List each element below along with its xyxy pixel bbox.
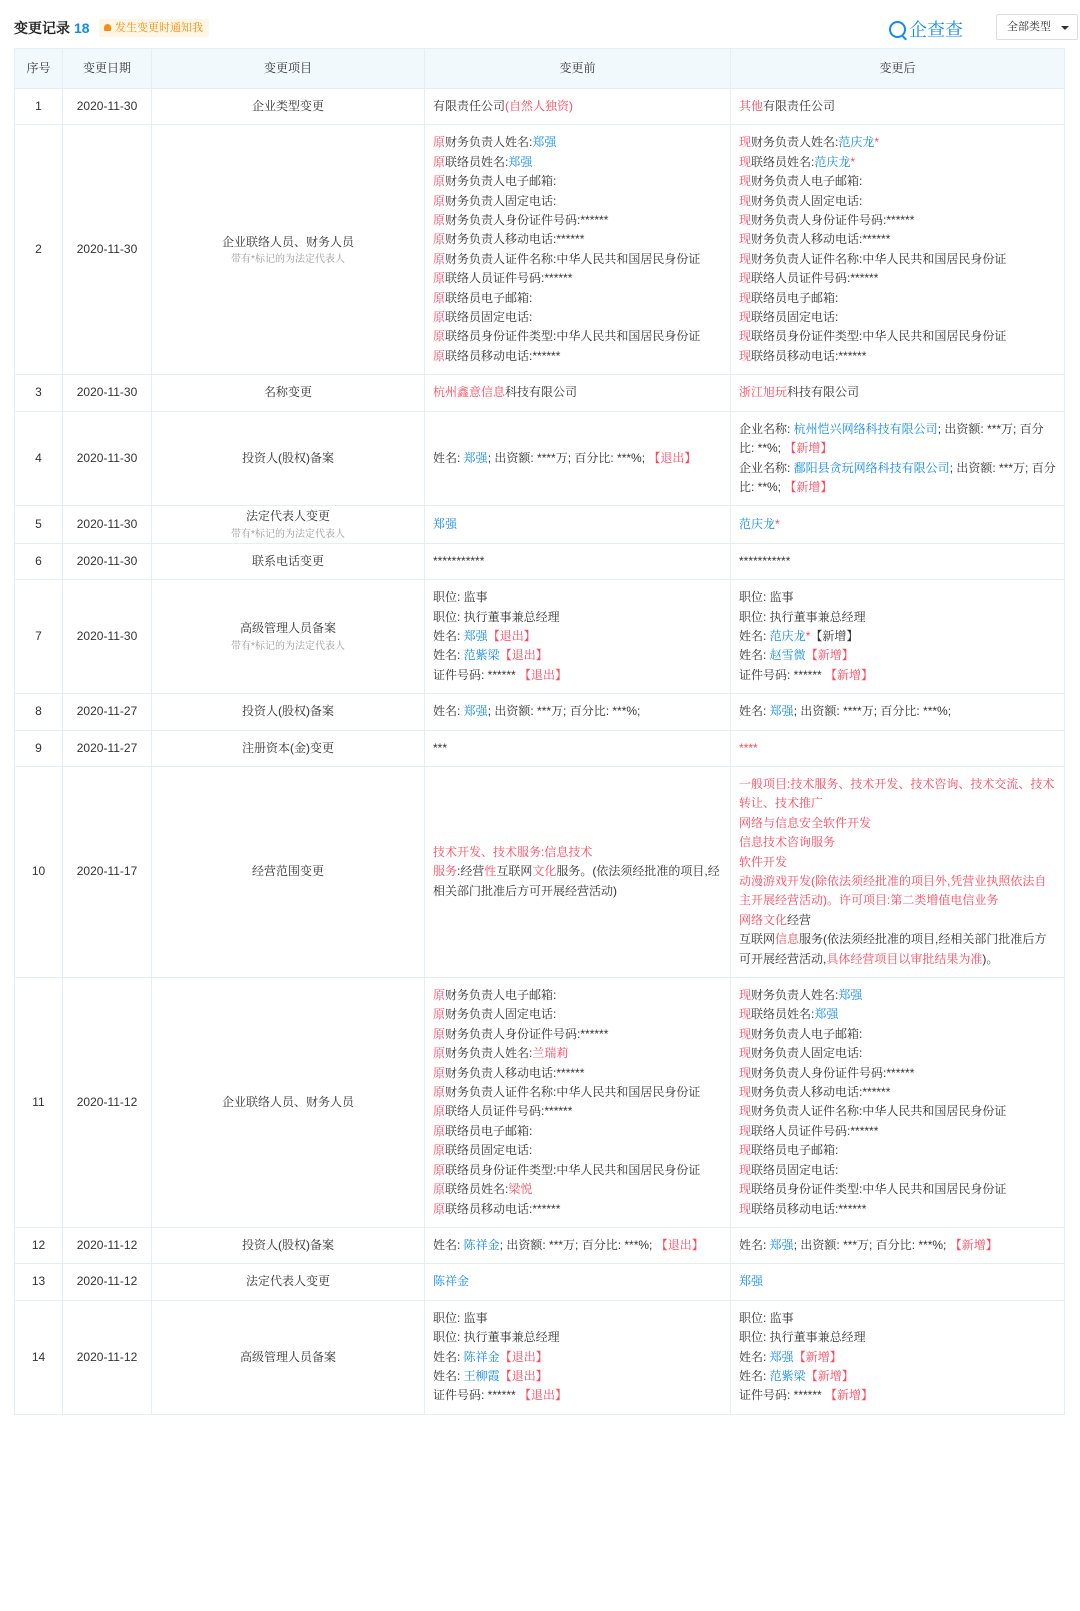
entity-link[interactable]: 范紫梁	[463, 648, 500, 663]
change-date: 2020-11-30	[63, 89, 152, 125]
value-before	[425, 1264, 731, 1300]
row-number: 3	[15, 375, 63, 411]
highlight-text: 【退出】	[499, 648, 548, 663]
highlight-text: 【新增】	[949, 1237, 998, 1252]
legal-rep-note: 带有*标记的为法定代表人	[231, 254, 345, 266]
change-item-label: 投资人(股权)备案	[242, 450, 334, 465]
value-before: 姓名: 郑强; 出资额: ****万; 百分比: ***%; 【退出】	[425, 411, 731, 506]
highlight-text: 现	[739, 1182, 752, 1197]
change-item-label: 投资人(股权)备案	[242, 704, 334, 719]
change-item	[152, 580, 425, 694]
notify-label: 发生变更时通知我	[115, 22, 203, 34]
entity-link[interactable]: 郑强	[463, 704, 488, 719]
change-item	[152, 375, 425, 411]
value-after: 职位: 监事 职位: 执行董事兼总经理 姓名: 郑强【新增】 姓名: 范紫梁【新增】 证件号码: ****** 【新增】	[731, 1300, 1065, 1414]
entity-link[interactable]: 郑强	[769, 704, 794, 719]
table-row	[15, 730, 1065, 766]
entity-link[interactable]: 鄱阳县贪玩网络科技有限公司	[793, 460, 950, 475]
entity-link[interactable]: 赵雪微	[769, 648, 806, 663]
value-before: 姓名: 陈祥金; 出资额: ***万; 百分比: ***%; 【退出】	[425, 1227, 731, 1263]
highlight-text: 原	[433, 290, 446, 305]
change-date: 2020-11-30	[63, 543, 152, 579]
change-item-label: 经营范围变更	[251, 864, 324, 879]
highlight-text: 现	[739, 154, 752, 169]
type-filter-dropdown[interactable]	[996, 14, 1078, 40]
row-number: 6	[15, 543, 63, 579]
magnifier-logo-icon	[889, 21, 906, 38]
col-header-before: 变更前	[425, 49, 731, 89]
value-before: 杭州鑫意信息科技有限公司	[425, 375, 731, 411]
table-row	[15, 89, 1065, 125]
highlight-text: 原	[433, 329, 446, 344]
value-after: 现财务负责人姓名:范庆龙* 现联络员姓名:范庆龙* 现财务负责人电子邮箱: 现财务负责人固定电话: 现财务负责人身份证件号码:****** 现财务负责人移动电话:****** 现财务负责人证件名称:中华人民共和国居民身份证 现联络人员证件号码:****** 现联络员电子邮箱: 现联络员固定电话: 现联络员身份证件类型:中华人民共和国居民身份证 现联络员移动电话:******	[731, 125, 1065, 375]
col-header-no: 序号	[15, 49, 63, 89]
value-before: 原财务负责人姓名:郑强 原联络员姓名:郑强 原财务负责人电子邮箱: 原财务负责人固定电话: 原财务负责人身份证件号码:****** 原财务负责人移动电话:****** 原财务负责人证件名称:中华人民共和国居民身份证 原联络人员证件号码:****** 原联络员电子邮箱: 原联络员固定电话: 原联络员身份证件类型:中华人民共和国居民身份证 原联络员移动电话:******	[425, 125, 731, 375]
caret-down-icon	[1061, 26, 1069, 30]
highlight-text: 杭州鑫意信息	[433, 385, 506, 400]
section-title	[14, 18, 90, 38]
highlight-text: 兰瑞莉	[532, 1046, 569, 1061]
entity-link[interactable]: 郑强	[463, 628, 488, 643]
entity-link[interactable]: 陈祥金	[433, 1274, 470, 1289]
table-row	[15, 1264, 1065, 1300]
change-date: 2020-11-12	[63, 1264, 152, 1300]
highlight-text: 一般项目:技术服务、技术开发、技术咨询、技术交流、技术转让、技术推广	[739, 776, 1055, 811]
row-number: 12	[15, 1227, 63, 1263]
change-item-label: 名称变更	[263, 385, 312, 400]
highlight-text: 软件开发	[739, 854, 788, 869]
table-row	[15, 978, 1065, 1228]
value-before: 职位: 监事 职位: 执行董事兼总经理 姓名: 陈祥金【退出】 姓名: 王柳霞【退出】 证件号码: ****** 【退出】	[425, 1300, 731, 1414]
highlight-text: *	[874, 135, 880, 150]
value-before: ***	[425, 730, 731, 766]
row-number: 4	[15, 411, 63, 506]
highlight-text: 现	[739, 213, 752, 228]
change-item	[152, 411, 425, 506]
highlight-text: 原	[433, 1007, 446, 1022]
change-item	[152, 89, 425, 125]
highlight-text: 现	[739, 193, 752, 208]
row-number: 11	[15, 978, 63, 1228]
highlight-text: 动漫游戏开发(除依法须经批准的项目外,凭营业执照依法自主开展经营活动)。许可项目:第二类增值电信业务	[739, 874, 1047, 908]
entity-link[interactable]: 范庆龙	[814, 154, 851, 169]
entity-link[interactable]: 郑强	[739, 1274, 764, 1289]
row-number: 1	[15, 89, 63, 125]
entity-link[interactable]: 范庆龙	[739, 516, 776, 531]
highlight-text: 原	[433, 232, 446, 247]
table-row	[15, 580, 1065, 694]
row-number: 14	[15, 1300, 63, 1414]
highlight-text: 原	[433, 310, 446, 325]
highlight-text: 【新增】	[805, 648, 854, 663]
legal-rep-note: 带有*标记的为法定代表人	[231, 640, 345, 652]
value-after: 职位: 监事 职位: 执行董事兼总经理 姓名: 范庆龙*【新增】 姓名: 赵雪微【新增】 证件号码: ****** 【新增】	[731, 580, 1065, 694]
change-item-label: 企业联络人员、财务人员	[221, 234, 354, 249]
value-after: 姓名: 郑强; 出资额: ****万; 百分比: ***%;	[731, 694, 1065, 730]
highlight-text: 原	[433, 1104, 446, 1119]
highlight-text: 原	[433, 271, 446, 286]
change-date: 2020-11-30	[63, 375, 152, 411]
highlight-text: 原	[433, 154, 446, 169]
highlight-text: 网络文化	[739, 912, 788, 927]
logo-text: 企查查	[909, 20, 963, 40]
highlight-text: ****	[739, 740, 758, 755]
change-item	[152, 766, 425, 977]
value-after	[731, 506, 1065, 543]
change-item	[152, 125, 425, 375]
highlight-text: 现	[739, 1085, 752, 1100]
entity-link[interactable]: 郑强	[508, 154, 533, 169]
entity-link[interactable]: 范庆龙	[769, 628, 806, 643]
entity-link[interactable]: 杭州恺兴网络科技有限公司	[793, 421, 938, 436]
bell-icon	[104, 24, 111, 31]
highlight-text: 梁悦	[508, 1182, 533, 1197]
table-row	[15, 125, 1065, 375]
row-number: 10	[15, 766, 63, 977]
table-row	[15, 411, 1065, 506]
change-item-label: 注册资本(金)变更	[242, 740, 334, 755]
highlight-text: 现	[739, 1065, 752, 1080]
entity-link[interactable]: 郑强	[814, 1007, 839, 1022]
highlight-text: 【退出】	[655, 1237, 704, 1252]
value-after: ***********	[731, 543, 1065, 579]
change-date: 2020-11-30	[63, 506, 152, 543]
entity-link[interactable]: 郑强	[433, 516, 458, 531]
change-date: 2020-11-12	[63, 978, 152, 1228]
table-row	[15, 694, 1065, 730]
highlight-text: 原	[433, 1026, 446, 1041]
change-date: 2020-11-30	[63, 125, 152, 375]
highlight-text: 原	[433, 251, 446, 266]
highlight-text: *	[850, 154, 856, 169]
col-header-after: 变更后	[731, 49, 1065, 89]
table-row	[15, 766, 1065, 977]
value-before: ***********	[425, 543, 731, 579]
value-before: 职位: 监事 职位: 执行董事兼总经理 姓名: 郑强【退出】 姓名: 范紫梁【退出】 证件号码: ****** 【退出】	[425, 580, 731, 694]
highlight-text: 现	[739, 251, 752, 266]
highlight-text: 【退出】	[519, 667, 568, 682]
highlight-text: 现	[739, 1123, 752, 1138]
value-after	[731, 1264, 1065, 1300]
change-date: 2020-11-27	[63, 694, 152, 730]
highlight-text: 原	[433, 135, 446, 150]
change-records-table	[14, 48, 1065, 1415]
highlight-text: 原	[433, 1143, 446, 1158]
highlight-text: 【新增】	[805, 1368, 854, 1383]
change-date: 2020-11-17	[63, 766, 152, 977]
highlight-text: 其他	[739, 99, 764, 113]
highlight-text: 浙江旭玩	[739, 385, 788, 400]
row-number: 13	[15, 1264, 63, 1300]
entity-link[interactable]: 陈祥金	[463, 1237, 500, 1252]
highlight-text: 现	[739, 1026, 752, 1041]
highlight-text: 现	[739, 310, 752, 325]
highlight-text: 原	[433, 1123, 446, 1138]
value-before: 原财务负责人电子邮箱: 原财务负责人固定电话: 原财务负责人身份证件号码:****** 原财务负责人姓名:兰瑞莉 原财务负责人移动电话:****** 原财务负责人证件名称:中华人民共和国居民身份证 原联络人员证件号码:****** 原联络员电子邮箱: 原联络员固定电话: 原联络员身份证件类型:中华人民共和国居民身份证 原联络员姓名:梁悦 原联络员移动电话:******	[425, 978, 731, 1228]
entity-link[interactable]: 郑强	[532, 135, 557, 150]
highlight-text: 【退出】	[648, 450, 697, 465]
entity-link[interactable]: 郑强	[463, 450, 488, 465]
change-date: 2020-11-12	[63, 1300, 152, 1414]
highlight-text: 【退出】	[499, 1349, 548, 1364]
highlight-text: 技术开发、技术服务:信息技术	[433, 844, 593, 859]
col-header-item: 变更项目	[152, 49, 425, 89]
value-after	[731, 730, 1065, 766]
highlight-text: (自然人独资)	[505, 99, 574, 113]
change-date: 2020-11-12	[63, 1227, 152, 1263]
highlight-text: 原	[433, 348, 446, 363]
change-item-label: 法定代表人变更	[245, 509, 330, 524]
change-item-label: 投资人(股权)备案	[242, 1237, 334, 1252]
highlight-text: *	[805, 628, 811, 643]
change-item-label: 联系电话变更	[251, 553, 324, 568]
change-item	[152, 1227, 425, 1263]
entity-link[interactable]: 郑强	[838, 988, 863, 1003]
highlight-text: 原	[433, 1182, 446, 1197]
value-after: 姓名: 郑强; 出资额: ***万; 百分比: ***%; 【新增】	[731, 1227, 1065, 1263]
highlight-text: 网络与信息安全软件开发	[739, 815, 872, 830]
highlight-text: 【新增】	[784, 479, 833, 494]
highlight-text: 【退出】	[519, 1388, 568, 1403]
entity-link[interactable]: 陈祥金	[463, 1349, 500, 1364]
highlight-text: 【退出】	[487, 628, 536, 643]
table-row	[15, 506, 1065, 543]
row-number: 5	[15, 506, 63, 543]
highlight-text: 现	[739, 1007, 752, 1022]
table-row	[15, 375, 1065, 411]
change-item	[152, 694, 425, 730]
section-header	[14, 14, 1064, 40]
highlight-text: 现	[739, 348, 752, 363]
highlight-text: 服务	[433, 864, 458, 879]
value-after: 现财务负责人姓名:郑强 现联络员姓名:郑强 现财务负责人电子邮箱: 现财务负责人固定电话: 现财务负责人身份证件号码:****** 现财务负责人移动电话:****** 现财务负责人证件名称:中华人民共和国居民身份证 现联络人员证件号码:****** 现联络员电子邮箱: 现联络员固定电话: 现联络员身份证件类型:中华人民共和国居民身份证 现联络员移动电话:******	[731, 978, 1065, 1228]
notify-button[interactable]	[99, 19, 209, 37]
highlight-text: 现	[739, 329, 752, 344]
highlight-text: 具体经营项目以审批结果为准	[826, 951, 983, 966]
row-number: 8	[15, 694, 63, 730]
highlight-text: 现	[739, 174, 752, 189]
highlight-text: 信息技术咨询服务	[739, 835, 836, 850]
change-item	[152, 506, 425, 543]
highlight-text: 原	[433, 988, 446, 1003]
highlight-text: *	[775, 516, 780, 531]
highlight-text: 原	[433, 213, 446, 228]
value-before: 姓名: 郑强; 出资额: ***万; 百分比: ***%;	[425, 694, 731, 730]
highlight-text: 【新增】	[784, 441, 833, 456]
entity-link[interactable]: 范紫梁	[769, 1368, 806, 1383]
highlight-text: 原	[433, 174, 446, 189]
highlight-text: 【新增】	[825, 1388, 874, 1403]
value-after: 一般项目:技术服务、技术开发、技术咨询、技术交流、技术转让、技术推广 网络与信息安全软件开发 信息技术咨询服务 软件开发 动漫游戏开发(除依法须经批准的项目外,凭营业执照依法自主开展经营活动)。许可项目:第二类增值电信业务 网络文化经营 互联网信息服务(依法须经批准的项目,经相关部门批准后方可开展经营活动,具体经营项目以审批结果为准)。	[731, 766, 1065, 977]
value-before: 有限责任公司(自然人独资)	[425, 89, 731, 125]
change-item	[152, 1300, 425, 1414]
row-number: 2	[15, 125, 63, 375]
qichacha-logo	[889, 16, 963, 42]
highlight-text: 原	[433, 1085, 446, 1100]
highlight-text: 文化	[532, 864, 557, 879]
legal-rep-note: 带有*标记的为法定代表人	[231, 528, 345, 540]
change-item-label: 企业联络人员、财务人员	[221, 1094, 354, 1109]
value-before: 技术开发、技术服务:信息技术 服务:经营性互联网文化服务。(依法须经批准的项目,经相关部门批准后方可开展经营活动)	[425, 766, 731, 977]
change-item	[152, 730, 425, 766]
highlight-text: 原	[433, 1046, 446, 1061]
highlight-text: 【新增】	[793, 1349, 842, 1364]
col-header-date: 变更日期	[63, 49, 152, 89]
change-item	[152, 978, 425, 1228]
table-row	[15, 1227, 1065, 1263]
highlight-text: 性	[484, 864, 497, 879]
highlight-text: 原	[433, 1065, 446, 1080]
highlight-text: 现	[739, 290, 752, 305]
highlight-text: 【新增】	[825, 667, 874, 682]
value-before	[425, 506, 731, 543]
section-title-text: 变更记录	[14, 20, 70, 36]
highlight-text: 现	[739, 1162, 752, 1177]
change-item-label: 高级管理人员备案	[239, 621, 336, 636]
change-item	[152, 1264, 425, 1300]
table-row	[15, 1300, 1065, 1414]
highlight-text: 原	[433, 193, 446, 208]
highlight-text: 【退出】	[499, 1368, 548, 1383]
entity-link[interactable]: 王柳霞	[463, 1368, 500, 1383]
row-number: 7	[15, 580, 63, 694]
highlight-text: 原	[433, 1162, 446, 1177]
table-header-row	[15, 49, 1065, 89]
value-after: 企业名称: 杭州恺兴网络科技有限公司; 出资额: ***万; 百分比: **%; 【新增】 企业名称: 鄱阳县贪玩网络科技有限公司; 出资额: ***万; 百分比: **%; 【新增】	[731, 411, 1065, 506]
entity-link[interactable]: 范庆龙	[838, 135, 875, 150]
table-row	[15, 543, 1065, 579]
highlight-text: 现	[739, 271, 752, 286]
filter-label: 全部类型	[1007, 21, 1051, 33]
change-date: 2020-11-30	[63, 411, 152, 506]
change-item-label: 高级管理人员备案	[239, 1349, 336, 1364]
change-item	[152, 543, 425, 579]
highlight-text: 现	[739, 1104, 752, 1119]
row-number: 9	[15, 730, 63, 766]
highlight-text: 现	[739, 1143, 752, 1158]
change-item-label: 企业类型变更	[251, 99, 324, 113]
record-count: 18	[74, 20, 90, 36]
value-after: 浙江旭玩科技有限公司	[731, 375, 1065, 411]
change-date: 2020-11-27	[63, 730, 152, 766]
value-after: 其他有限责任公司	[731, 89, 1065, 125]
highlight-text: 信息	[775, 932, 800, 947]
highlight-text: 现	[739, 1046, 752, 1061]
change-date: 2020-11-30	[63, 580, 152, 694]
highlight-text: 原	[433, 1201, 446, 1216]
highlight-text: 现	[739, 988, 752, 1003]
highlight-text: 现	[739, 232, 752, 247]
entity-link[interactable]: 郑强	[769, 1237, 794, 1252]
highlight-text: 现	[739, 135, 752, 150]
highlight-text: 现	[739, 1201, 752, 1216]
entity-link[interactable]: 郑强	[769, 1349, 794, 1364]
change-item-label: 法定代表人变更	[245, 1274, 330, 1289]
